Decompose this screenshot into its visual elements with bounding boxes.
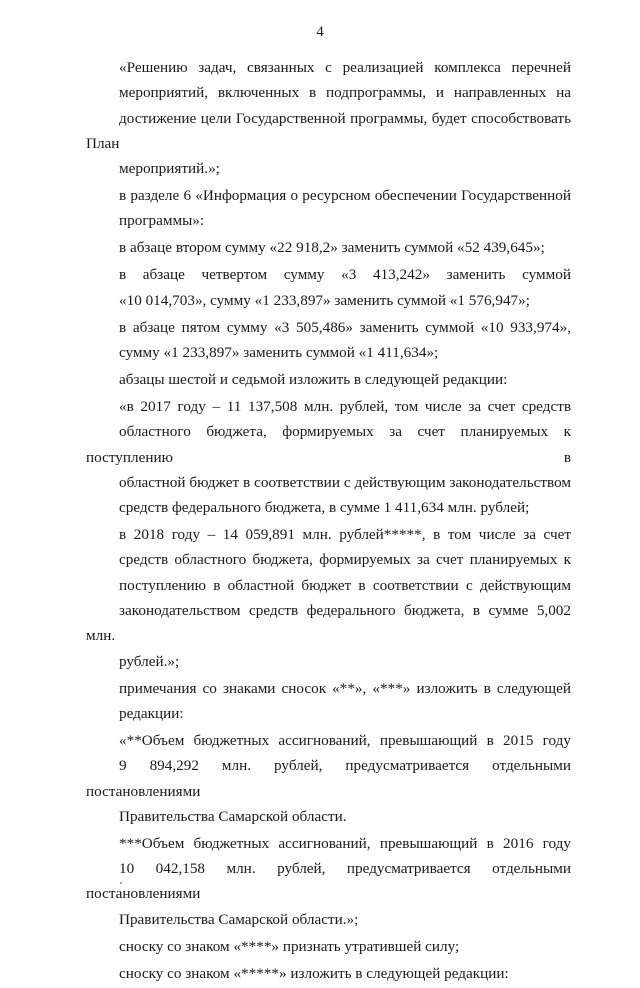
text-line: в абзаце втором сумму «22 918,2» заменить суммой «52 439,645»; (119, 239, 545, 257)
text-line: в 2018 году – 14 059,891 млн. рублей*****, в том числе за счет (119, 526, 571, 544)
text-line: редакции: (119, 704, 184, 722)
page-number: 4 (316, 24, 324, 40)
text-line: в абзаце четвертом сумму «3 413,242» заменить суммой (119, 266, 571, 284)
text-line: мероприятий.»; (119, 160, 220, 178)
text-line: Правительства Самарской области.»; (119, 910, 359, 928)
text-line: поступлению в областной бюджет в соответствии с действующим (119, 576, 571, 594)
text-line: мероприятий, включенных в подпрограммы, и направленных на (119, 84, 571, 102)
paragraph-2018 (86, 522, 571, 674)
paragraph-section-6 (86, 183, 571, 234)
document-body (86, 55, 571, 988)
paragraph-sixth-seventh (86, 367, 571, 392)
text-line: «10 014,703», сумму «1 233,897» заменить суммой «1 576,947»; (119, 291, 530, 309)
paragraph-footnote-5 (86, 961, 571, 986)
paragraph-footnote-4 (86, 934, 571, 959)
text-line: средств федерального бюджета, в сумме 1 411,634 млн. рублей; (119, 499, 530, 517)
paragraph-notes (86, 676, 571, 727)
text-line: областной бюджет в соответствии с действующим законодательством (119, 473, 571, 491)
paragraph-second-abzac (86, 235, 571, 260)
paragraph-note-2016 (86, 831, 571, 932)
paragraph-note-2015 (86, 728, 571, 829)
text-line: законодательством средств федерального бюджета, в сумме 5,002 млн. (86, 602, 571, 645)
text-line: средств областного бюджета, формируемых за счет планируемых к (119, 551, 571, 569)
text-line: абзацы шестой и седьмой изложить в следующей редакции: (119, 371, 508, 388)
text-line: «в 2017 году – 11 137,508 млн. рублей, том числе за счет средств (119, 397, 571, 415)
text-line: «Решению задач, связанных с реализацией комплекса перечней (119, 59, 571, 76)
text-line: рублей.»; (119, 652, 180, 670)
text-line: областного бюджета, формируемых за счет планируемых к поступлению в (86, 423, 571, 466)
text-line: 9 894,292 млн. рублей, предусматривается отдельными постановлениями (86, 757, 571, 800)
text-line: примечания со знаками сносок «**», «***» изложить в следующей (119, 679, 571, 697)
text-line: сумму «1 233,897» заменить суммой «1 411,634»; (119, 344, 439, 362)
text-line: достижение цели Государственной программы, будет способствовать План (86, 109, 571, 152)
text-line: сноску со знаком «*****» изложить в следующей редакции: (119, 964, 509, 982)
text-line: «**Объем бюджетных ассигнований, превышающий в 2015 году (119, 731, 571, 749)
text-line: Правительства Самарской области. (119, 807, 347, 825)
scan-speck (120, 882, 122, 884)
paragraph-fifth-abzac (86, 315, 571, 366)
text-line: в абзаце пятом сумму «3 505,486» заменить суммой «10 933,974», (119, 318, 571, 336)
paragraph-plan-measures (86, 55, 571, 181)
text-line: программы»: (119, 212, 205, 230)
text-line: сноску со знаком «****» признать утратившей силу; (119, 937, 460, 955)
text-line: 10 042,158 млн. рублей, предусматривается отдельными постановлениями (86, 860, 571, 903)
text-line: ***Объем бюджетных ассигнований, превышающий в 2016 году (119, 834, 571, 852)
paragraph-2017 (86, 394, 571, 520)
paragraph-fourth-abzac (86, 262, 571, 313)
text-line: в разделе 6 «Информация о ресурсном обеспечении Государственной (119, 187, 571, 205)
